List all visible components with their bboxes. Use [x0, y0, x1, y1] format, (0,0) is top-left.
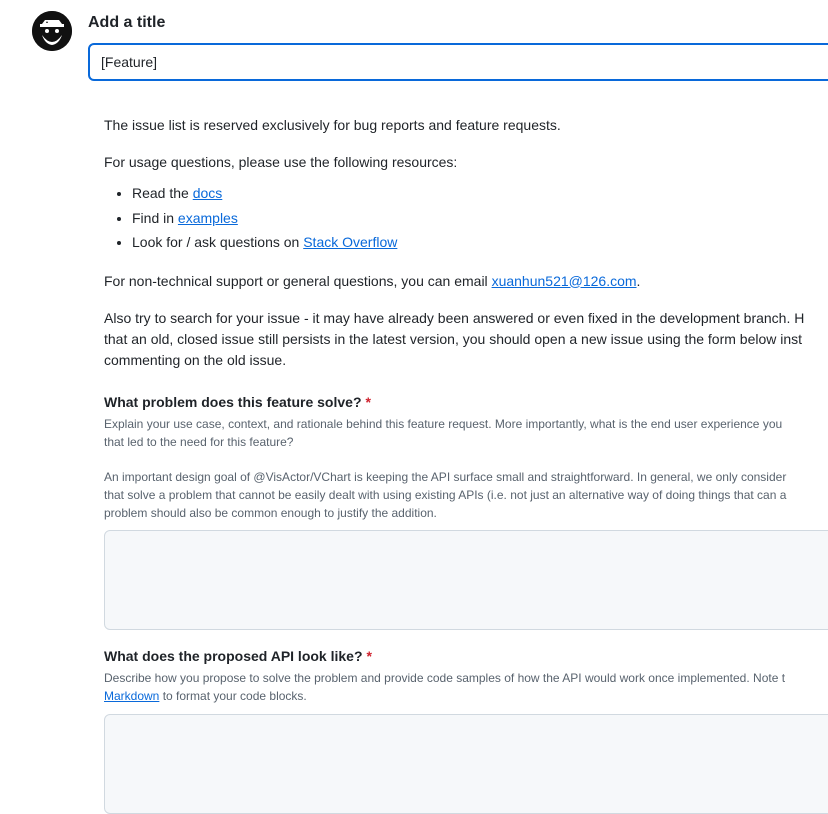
- markdown-link[interactable]: Markdown: [104, 689, 160, 703]
- problem-field-help: Explain your use case, context, and rationale behind this feature request. More importantly, what is the end user experience you that led to the need for this feature?: [104, 417, 783, 449]
- title-label: Add a title: [88, 14, 166, 31]
- intro-line-1: The issue list is reserved exclusively for bug reports and feature requests.: [104, 117, 561, 133]
- problem-field-label: What problem does this feature solve? *: [104, 394, 371, 410]
- email-line: For non-technical support or general questions, you can email xuanhun521@126.com.: [104, 272, 641, 289]
- list-item: • Look for / ask questions on Stack Overflow: [132, 230, 828, 255]
- search-line-2: that an old, closed issue still persists in the latest version, you should open a new issue using the form below inst: [104, 330, 803, 347]
- examples-link[interactable]: examples: [177, 209, 238, 226]
- design-goal-note: An important design goal of @VisActor/VChart is keeping the API surface small and straightforward. In general, we only consider that solve a problem that cannot be easily dealt with using existing APIs (i.e. not just an alternative way of doing things that can a problem should also be common enough to justify the addition.: [104, 470, 787, 520]
- api-field-label: What does the proposed API look like? *: [104, 648, 372, 664]
- docs-link[interactable]: docs: [192, 185, 223, 201]
- problem-textarea[interactable]: [104, 530, 828, 630]
- api-field-help: Describe how you propose to solve the problem and provide code samples of how the API would work once implemented. Note t Markdown to format your code blocks.: [104, 671, 786, 703]
- search-line-3: commenting on the old issue.: [104, 351, 287, 368]
- resources-list: [104, 181, 828, 255]
- user-avatar: [32, 11, 72, 51]
- issue-template-intro: [104, 115, 828, 371]
- required-asterisk: *: [365, 394, 371, 410]
- title-input[interactable]: [88, 43, 828, 81]
- api-textarea[interactable]: [104, 714, 828, 814]
- required-asterisk: *: [366, 648, 372, 664]
- avatar-icon: [32, 11, 72, 51]
- email-link[interactable]: xuanhun521@126.com: [491, 272, 637, 289]
- intro-line-2: For usage questions, please use the following resources:: [104, 154, 458, 170]
- stack-overflow-link[interactable]: Stack Overflow: [303, 234, 398, 250]
- list-item: • Find in examples: [132, 206, 828, 231]
- search-line-1: Also try to search for your issue - it may have already been answered or even fixed in the development branch. H: [104, 309, 805, 326]
- list-item: • Read the docs: [132, 181, 828, 206]
